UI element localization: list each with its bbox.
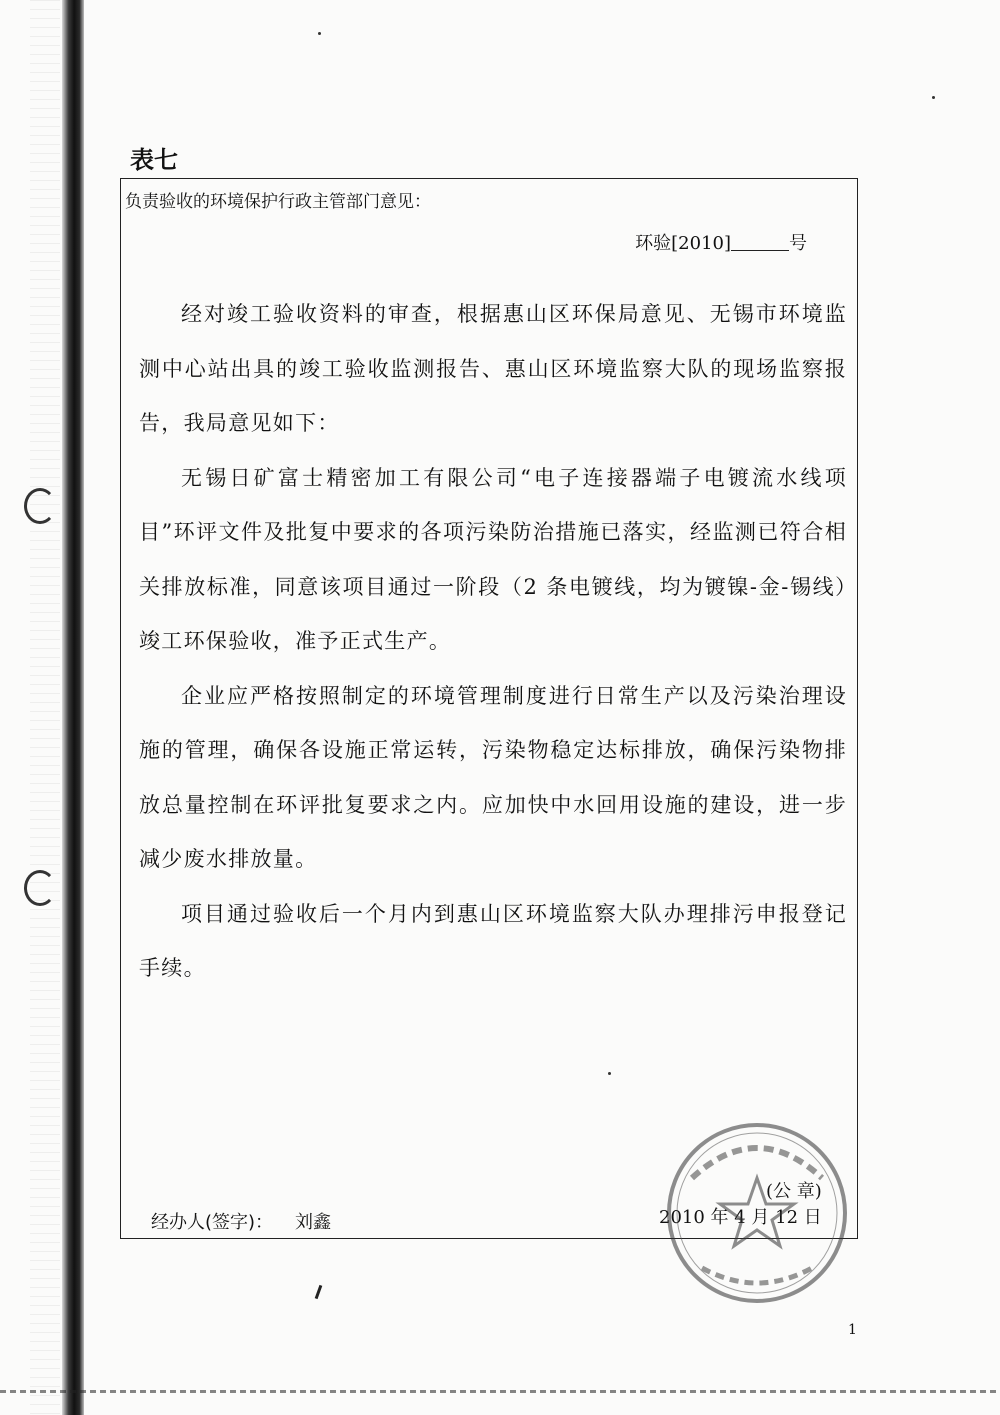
doc-number-prefix: 环验[2010] (635, 233, 731, 254)
paragraph: 经对竣工验收资料的审查，根据惠山区环保局意见、无锡市环境监测中心站出具的竣工验收监测报告、惠山区环境监察大队的现场监察报告，我局意见如下： (139, 302, 847, 435)
opinion-frame (120, 178, 858, 1239)
opinion-body (139, 287, 847, 996)
signer-name: 刘鑫 (295, 1212, 332, 1233)
official-seal-stamp (662, 1118, 852, 1308)
doc-number-suffix: 号 (789, 233, 807, 254)
binding-strip (62, 0, 84, 1415)
seal-label: (公 章) (766, 1181, 822, 1202)
scan-edge (0, 1390, 1000, 1393)
header-label: 负责验收的环境保护行政主管部门意见： (125, 192, 431, 212)
pen-mark (315, 1285, 323, 1299)
punch-hole (24, 870, 56, 906)
scan-speck (318, 32, 321, 35)
signer-label: 经办人(签字)： (151, 1212, 274, 1233)
paragraph: 项目通过验收后一个月内到惠山区环境监察大队办理排污申报登记手续。 (139, 901, 847, 980)
seal-date: 2010 年 4 月 12 日 (659, 1207, 822, 1228)
scan-speck (932, 96, 935, 99)
document-number (635, 229, 807, 255)
signer-line (151, 1208, 331, 1234)
table-title: 表七 (130, 146, 178, 174)
paragraph: 无锡日矿富士精密加工有限公司“电子连接器端子电镀流水线项目”环评文件及批复中要求的各项污染防治措施已落实，经监测已符合相关排放标准，同意该项目通过一阶段（2 条电镀线，均为镀镍-金-锡线）竣工环保验收，准予正式生产。 (139, 465, 847, 653)
paragraph: 企业应严格按照制定的环境管理制度进行日常生产以及污染治理设施的管理，确保各设施正常运转，污染物稳定达标排放，确保污染物排放总量控制在环评批复要求之内。应加快中水回用设施的建设，进一步减少废水排放量。 (139, 683, 847, 871)
doc-number-blank (731, 249, 789, 251)
page-number: 1 (848, 1322, 857, 1338)
binding-dust (30, 0, 60, 1415)
punch-hole (24, 488, 56, 524)
